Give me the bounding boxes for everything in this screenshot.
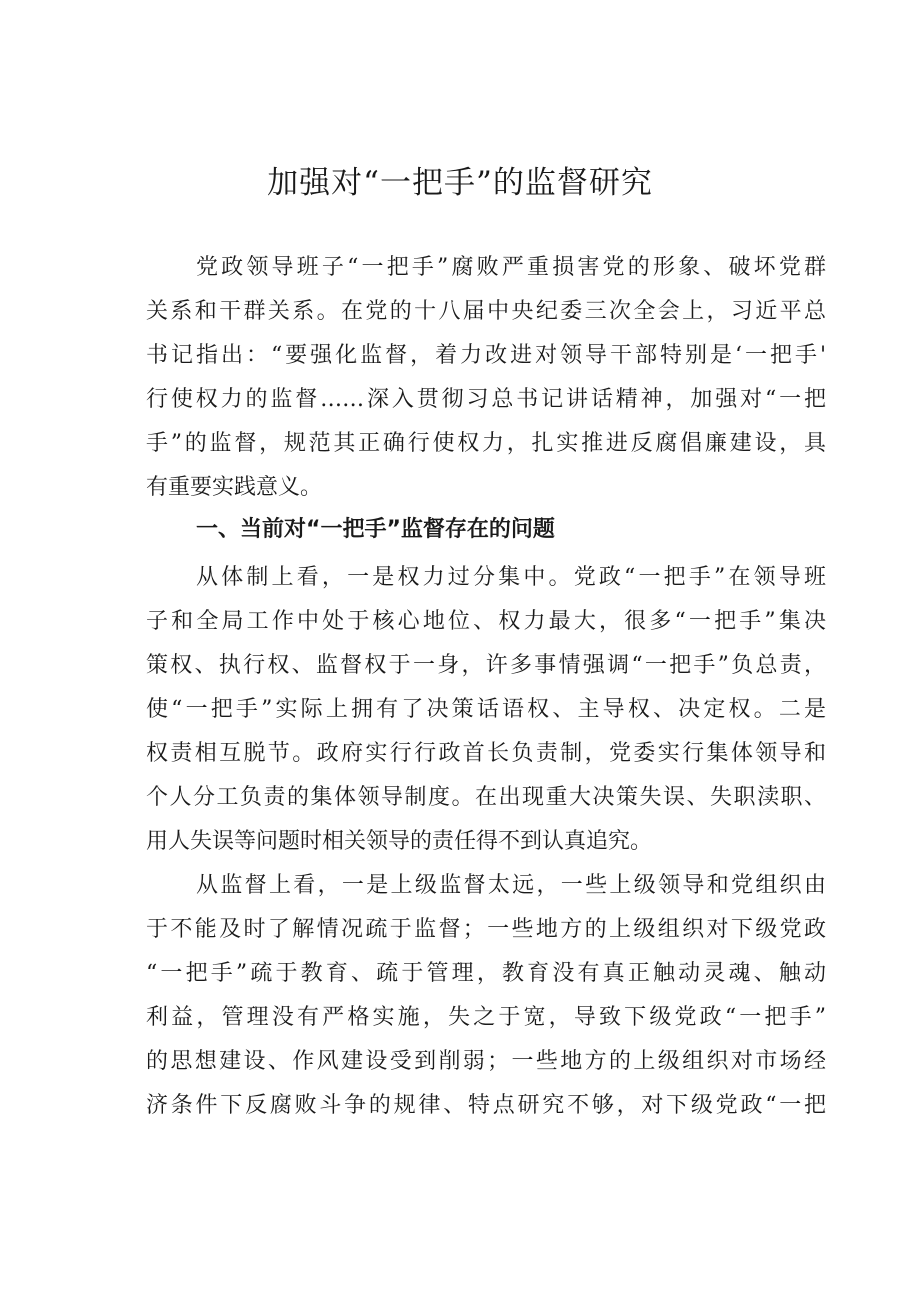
paragraph-line: 子和全局工作中处于核心地位、权力最大，很多“一把手”集决: [146, 609, 826, 634]
paragraph-line: 从体制上看，一是权力过分集中。党政“一把手”在领导班: [196, 565, 826, 590]
intro-line: 书记指出：“要强化监督，着力改进对领导干部特别是‘一把手': [146, 343, 826, 368]
paragraph-line: 策权、执行权、监督权于一身，许多事情强调“一把手”负总责，: [146, 653, 826, 678]
paragraph-line: 使“一把手”实际上拥有了决策话语权、主导权、决定权。二是: [146, 697, 826, 722]
paragraph-line: 于不能及时了解情况疏于监督；一些地方的上级组织对下级党政: [146, 917, 826, 942]
document-title: 加强对“一把手”的监督研究: [267, 165, 653, 201]
paragraph-line: 从监督上看，一是上级监督太远，一些上级领导和党组织由: [196, 873, 826, 898]
paragraph-line: 个人分工负责的集体领导制度。在出现重大决策失误、失职渎职、: [146, 785, 826, 810]
paragraph-line: 的思想建设、作风建设受到削弱；一些地方的上级组织对市场经: [146, 1049, 826, 1074]
paragraph-line: “一把手”疏于教育、疏于管理，教育没有真正触动灵魂、触动: [146, 961, 826, 986]
paragraph-line: 济条件下反腐败斗争的规律、特点研究不够，对下级党政“一把: [146, 1093, 826, 1118]
intro-line: 关系和干群关系。在党的十八届中央纪委三次全会上，习近平总: [146, 299, 826, 324]
intro-line: 手”的监督，规范其正确行使权力，扎实推进反腐倡廉建设，具: [146, 431, 826, 456]
intro-line: 行使权力的监督……深入贯彻习总书记讲话精神，加强对“一把: [146, 387, 826, 412]
intro-line: 党政领导班子“一把手”腐败严重损害党的形象、破坏党群: [196, 255, 826, 280]
section-heading: 一、当前对“一把手”监督存在的问题: [196, 517, 555, 542]
paragraph-line: 权责相互脱节。政府实行行政首长负责制，党委实行集体领导和: [146, 741, 826, 766]
paragraph-line: 用人失误等问题时相关领导的责任得不到认真追究。: [146, 829, 653, 854]
paragraph-line: 利益，管理没有严格实施，失之于宽，导致下级党政“一把手”: [146, 1005, 826, 1030]
intro-line: 有重要实践意义。: [146, 475, 323, 500]
